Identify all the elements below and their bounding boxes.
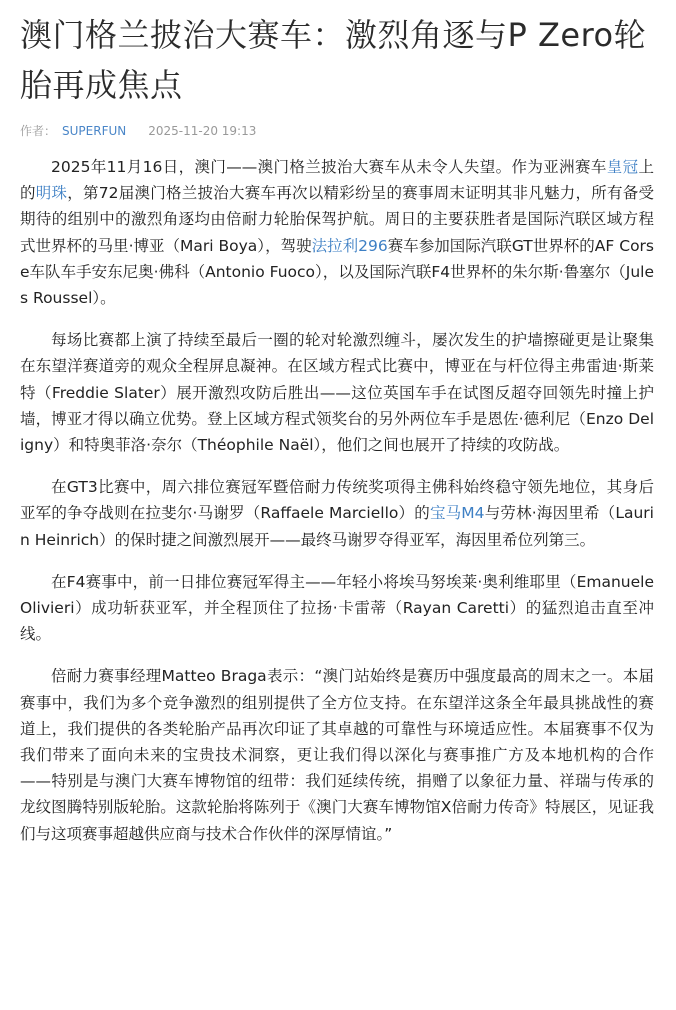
- paragraph-text: 每场比赛都上演了持续至最后一圈的轮对轮激烈缠斗，屡次发生的护墙擦碰更是让聚集在东望洋赛道旁的观众全程屏息凝神。在区域方程式比赛中，博亚在与杆位得主弗雷迪·斯莱特（Freddie Slater）展开激烈攻防后胜出——这位英国车手在试图反超夺回领先时撞上护墙，博亚才得以确立优势。登上区域方程式领奖台的另外两位车手是恩佐·德利尼（Enzo Deligny）和特奥菲洛·奈尔（Théophile Naël），他们之间也展开了持续的攻防战。: [20, 331, 654, 455]
- paragraph-text: 与劳林·海因里希（Laurin Heinrich）的保时捷之间激烈展开——最终马谢罗夺得亚军，海因里希位列第三。: [20, 504, 654, 549]
- body-paragraph: [20, 474, 654, 553]
- article-title: 澳门格兰披治大赛车：激烈角逐与P Zero轮胎再成焦点: [20, 16, 647, 104]
- body-paragraph: [20, 663, 654, 846]
- paragraph-text: 在F4赛事中，前一日排位赛冠军得主——年轻小将埃马努埃莱·奥利维耶里（Emanuele Olivieri）成功斩获亚军，并全程顶住了拉扬·卡雷蒂（Rayan Caretti）的猛烈追击直至冲线。: [20, 572, 654, 644]
- paragraph-text: 2025年11月16日，澳门——澳门格兰披治大赛车从未令人失望。作为亚洲赛车: [51, 158, 607, 176]
- paragraph-text: 上的: [20, 158, 654, 203]
- author-link[interactable]: SUPERFUN: [62, 124, 127, 138]
- body-paragraph: [20, 327, 654, 458]
- paragraph-text: ，第72届澳门格兰披治大赛车再次以精彩纷呈的赛事周末证明其非凡魅力，所有备受期待的组别中的激烈角逐均由倍耐力轮胎保驾护航。周日的主要获胜者是国际汽联区域方程式世界杯的马里·博亚（Mari Boya），驾驶: [20, 184, 654, 255]
- article-body: [20, 154, 654, 847]
- keyword-link[interactable]: 皇冠: [606, 158, 639, 176]
- keyword-link[interactable]: 明珠: [35, 184, 68, 203]
- body-paragraph: [20, 154, 654, 311]
- paragraph-text: 赛车参加国际汽联GT世界杯的AF Corse车队车手安东尼奥·佛科（Antonio Fuoco），以及国际汽联F4世界杯的朱尔斯·鲁塞尔（Jules Roussel）。: [20, 236, 654, 308]
- paragraph-text: 倍耐力赛事经理Matteo Braga表示：“澳门站始终是赛历中强度最高的周末之一。本届赛事中，我们为多个竞争激烈的组别提供了全方位支持。在东望洋这条全年最具挑战性的赛道上，我们提供的各类轮胎产品再次印证了其卓越的可靠性与环境适应性。本届赛事不仅为我们带来了面向未来的宝贵技术洞察，更让我们得以深化与赛事推广方及本地机构的合作——特别是与澳门大赛车博物馆的纽带：我们延续传统，捐赠了以象征力量、祥瑞与传承的龙纹图腾特别版轮胎。这款轮胎将陈列于《澳门大赛车博物馆X倍耐力传奇》特展区，见证我们与这项赛事超越供应商与技术合作伙伴的深厚情谊。”: [20, 667, 654, 843]
- author-label: 作者：: [20, 124, 57, 138]
- publish-date: 2025-11-20 19:13: [148, 124, 257, 138]
- article-meta: [20, 122, 654, 140]
- keyword-link[interactable]: 宝马M4: [429, 504, 485, 523]
- keyword-link[interactable]: 法拉利296: [311, 236, 388, 255]
- body-paragraph: [20, 569, 654, 648]
- paragraph-text: 在GT3比赛中，周六排位赛冠军暨倍耐力传统奖项得主佛科始终稳守领先地位，其身后亚军的争夺战则在拉斐尔·马谢罗（Raffaele Marciello）的: [20, 478, 654, 523]
